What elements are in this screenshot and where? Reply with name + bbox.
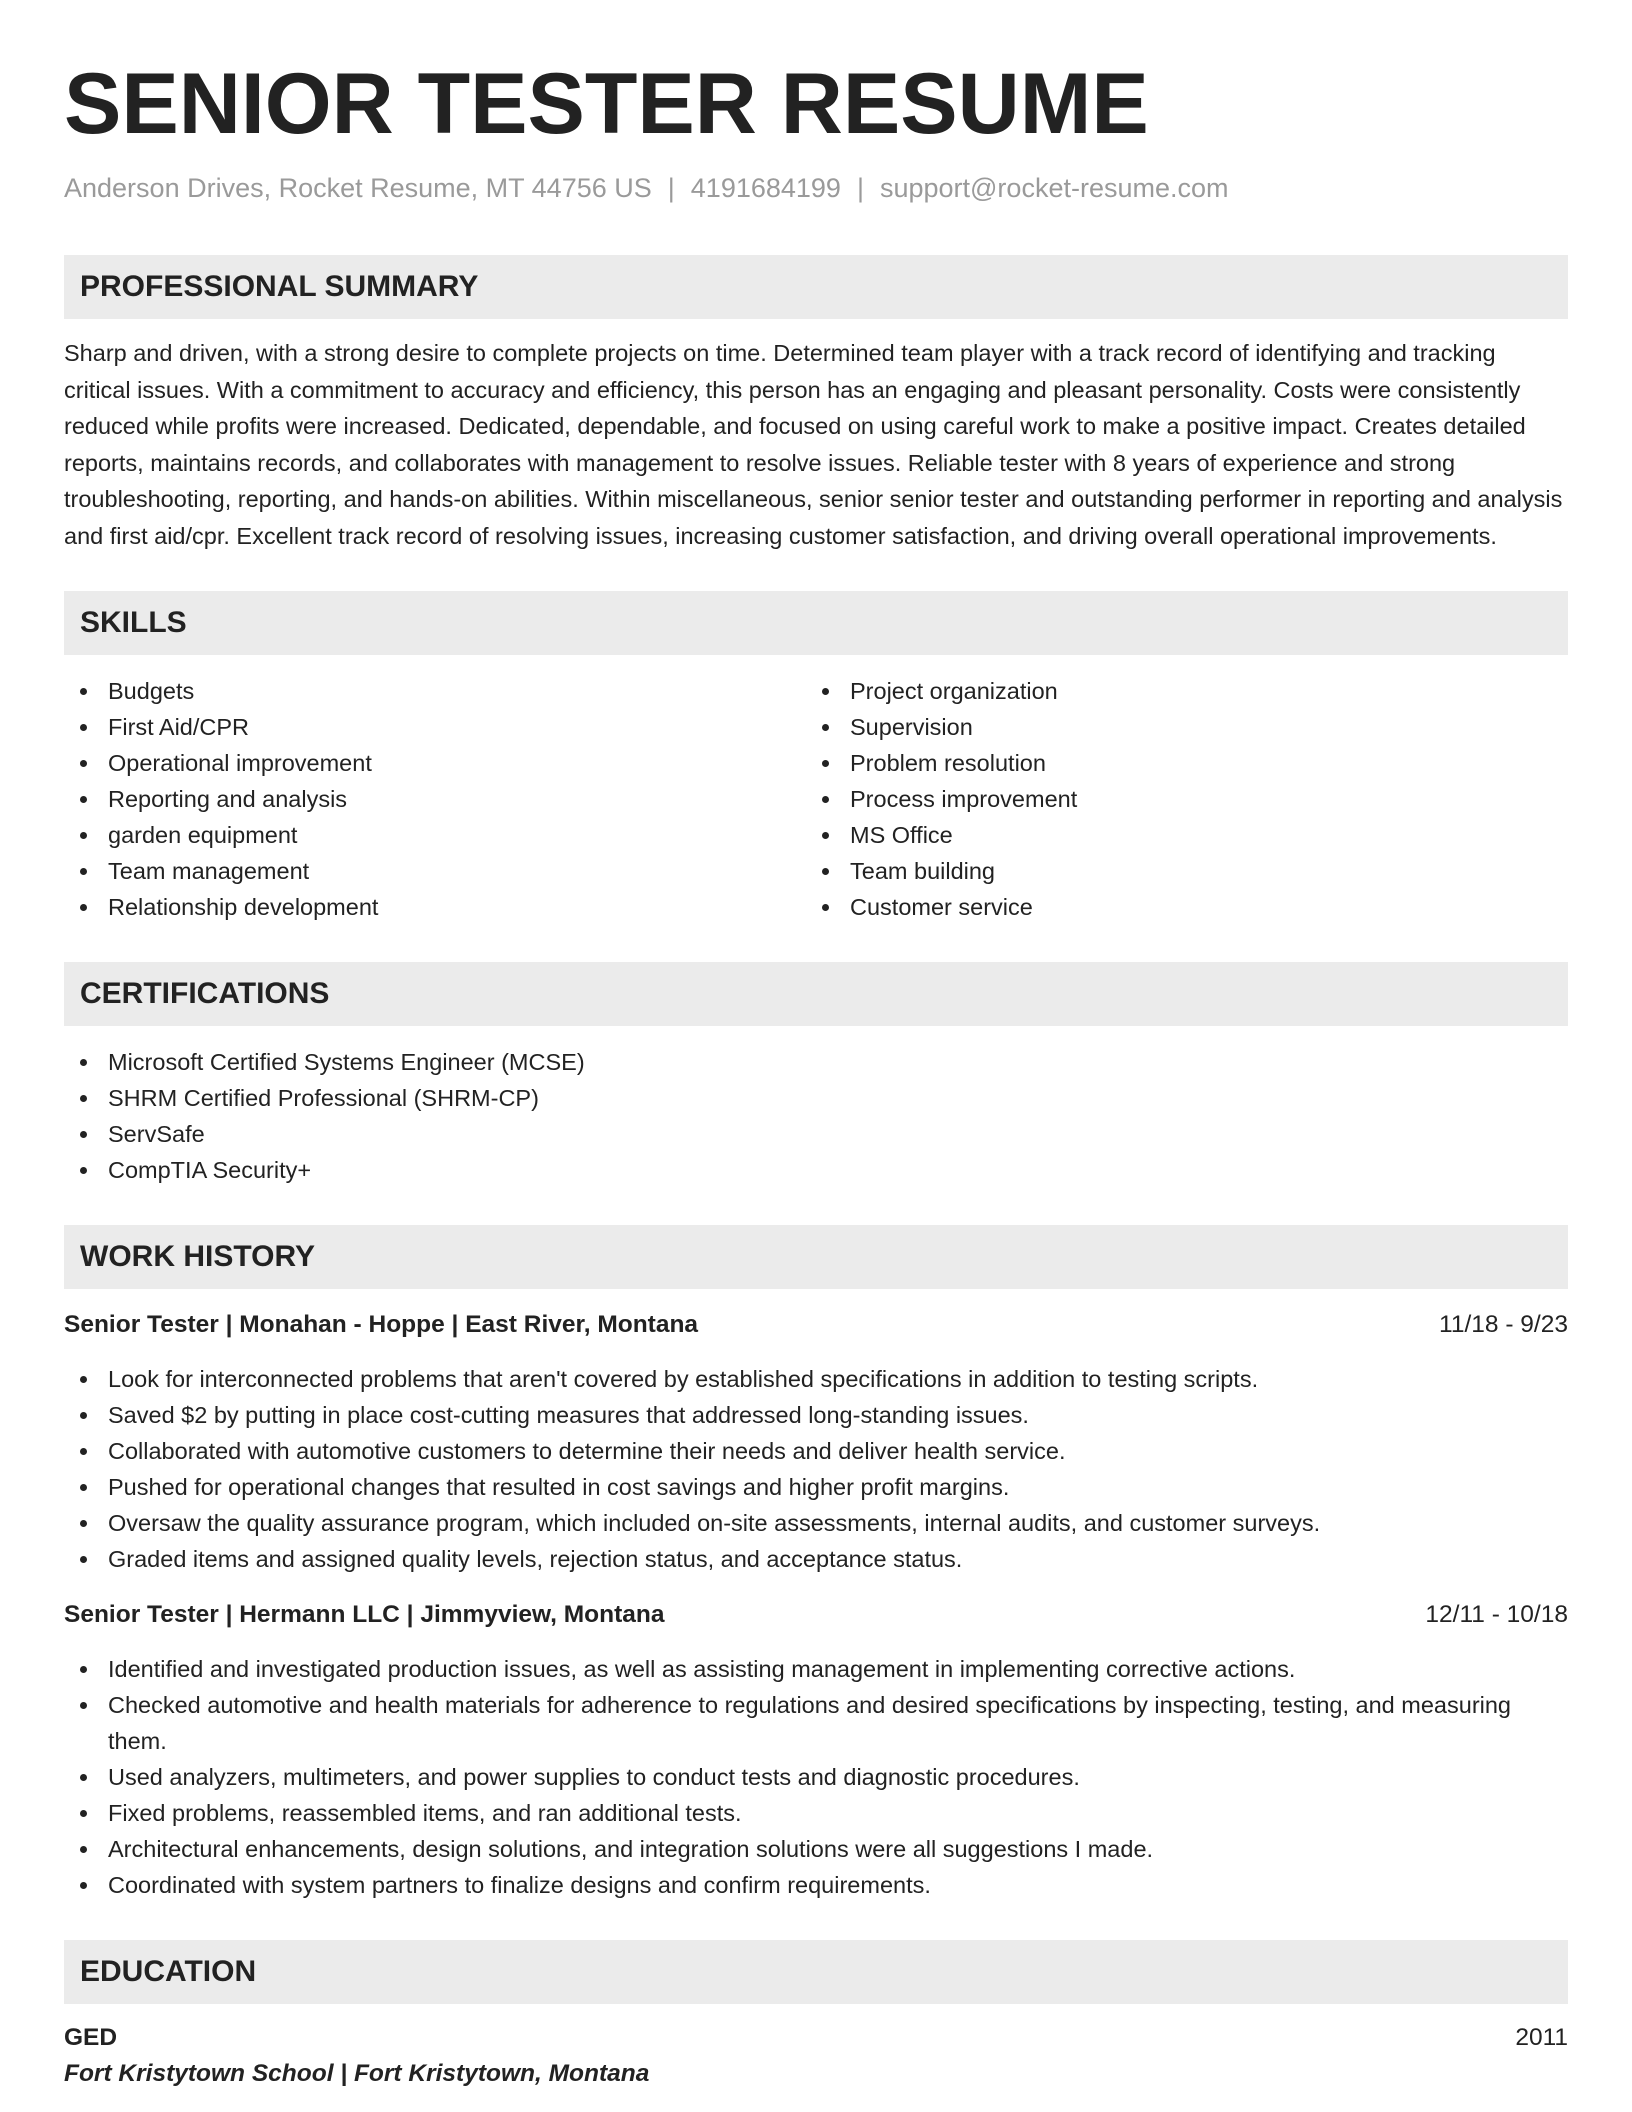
skill-item: Operational improvement (64, 745, 806, 781)
job-dates: 11/18 - 9/23 (1439, 1311, 1568, 1338)
job-bullet: Pushed for operational changes that resulted in cost savings and higher profit margins. (64, 1469, 1568, 1505)
education-year: 2011 (1515, 2024, 1568, 2051)
skill-item: Problem resolution (806, 745, 1548, 781)
skill-item: MS Office (806, 817, 1548, 853)
skill-item: Supervision (806, 709, 1548, 745)
certification-item: ServSafe (64, 1116, 1568, 1152)
section-header-skills: SKILLS (64, 591, 1568, 655)
summary-text: Sharp and driven, with a strong desire to complete projects on time. Determined team player with a track record of identifying and tracking critical issues. With a commitment to accuracy and efficiency, this person has an engaging and pleasant personality. Costs were consistently reduced while profits were increased. Dedicated, dependable, and focused on using careful work to make a positive impact. Creates detailed reports, maintains records, and collaborates with management to resolve issues. Reliable tester with 8 years of experience and strong troubleshooting, reporting, and hands-on abilities. Within miscellaneous, senior senior tester and outstanding performer in reporting and analysis and first aid/cpr. Excellent track record of resolving issues, increasing customer satisfaction, and driving overall operational improvements. (64, 340, 1563, 549)
certifications-list (64, 1044, 1568, 1188)
job-bullet: Checked automotive and health materials for adherence to regulations and desired specifications by inspecting, testing, and measuring them. (64, 1687, 1568, 1759)
skill-item: Team building (806, 853, 1548, 889)
resume-title: SENIOR TESTER RESUME (64, 56, 1149, 152)
skill-item: First Aid/CPR (64, 709, 806, 745)
education-degree: GED (64, 2024, 118, 2051)
job-bullet: Graded items and assigned quality levels, rejection status, and acceptance status. (64, 1541, 1568, 1577)
job-title: Senior Tester | Hermann LLC | Jimmyview, Montana (64, 1601, 665, 1628)
contact-line (64, 170, 1568, 206)
job-bullet: Used analyzers, multimeters, and power supplies to conduct tests and diagnostic procedures. (64, 1759, 1568, 1795)
section-header-work-history: WORK HISTORY (64, 1225, 1568, 1289)
job-heading-row (64, 1307, 1568, 1343)
job-bullet: Fixed problems, reassembled items, and ran additional tests. (64, 1795, 1568, 1831)
skills-list-right (806, 673, 1548, 925)
certification-item: CompTIA Security+ (64, 1152, 1568, 1188)
skill-item: Budgets (64, 673, 806, 709)
job-bullet: Coordinated with system partners to finalize designs and confirm requirements. (64, 1867, 1568, 1903)
job-bullet: Architectural enhancements, design solutions, and integration solutions were all suggestions I made. (64, 1831, 1568, 1867)
job-bullet: Oversaw the quality assurance program, which included on-site assessments, internal audits, and customer surveys. (64, 1505, 1568, 1541)
education-school: Fort Kristytown School | Fort Kristytown, Montana (64, 2060, 650, 2087)
education-heading-row (64, 2020, 1568, 2056)
certification-item: Microsoft Certified Systems Engineer (MCSE) (64, 1044, 1568, 1080)
certification-item: SHRM Certified Professional (SHRM-CP) (64, 1080, 1568, 1116)
job-bullet: Look for interconnected problems that aren't covered by established specifications in addition to testing scripts. (64, 1361, 1568, 1397)
job-dates: 12/11 - 10/18 (1425, 1601, 1568, 1628)
section-header-summary: PROFESSIONAL SUMMARY (64, 255, 1568, 319)
job-heading-row (64, 1597, 1568, 1633)
skills-grid (64, 673, 1568, 925)
job-bullets (64, 1361, 1568, 1577)
job-bullet: Saved $2 by putting in place cost-cutting measures that addressed long-standing issues. (64, 1397, 1568, 1433)
contact-separator: | (667, 173, 675, 203)
skill-item: garden equipment (64, 817, 806, 853)
contact-email: support@rocket-resume.com (879, 173, 1229, 203)
contact-separator: | (856, 173, 864, 203)
skill-item: Reporting and analysis (64, 781, 806, 817)
skill-item: Process improvement (806, 781, 1548, 817)
section-header-education: EDUCATION (64, 1940, 1568, 2004)
skills-list-left (64, 673, 806, 925)
skill-item: Relationship development (64, 889, 806, 925)
job-title: Senior Tester | Monahan - Hoppe | East River, Montana (64, 1311, 699, 1338)
job-bullets (64, 1651, 1568, 1903)
section-header-certifications: CERTIFICATIONS (64, 962, 1568, 1026)
skill-item: Customer service (806, 889, 1548, 925)
job-bullet: Collaborated with automotive customers to determine their needs and deliver health service. (64, 1433, 1568, 1469)
contact-address: Anderson Drives, Rocket Resume, MT 44756 US (64, 173, 652, 203)
skill-item: Team management (64, 853, 806, 889)
job-bullet: Identified and investigated production issues, as well as assisting management in implementing corrective actions. (64, 1651, 1568, 1687)
contact-phone: 4191684199 (690, 173, 841, 203)
skill-item: Project organization (806, 673, 1548, 709)
